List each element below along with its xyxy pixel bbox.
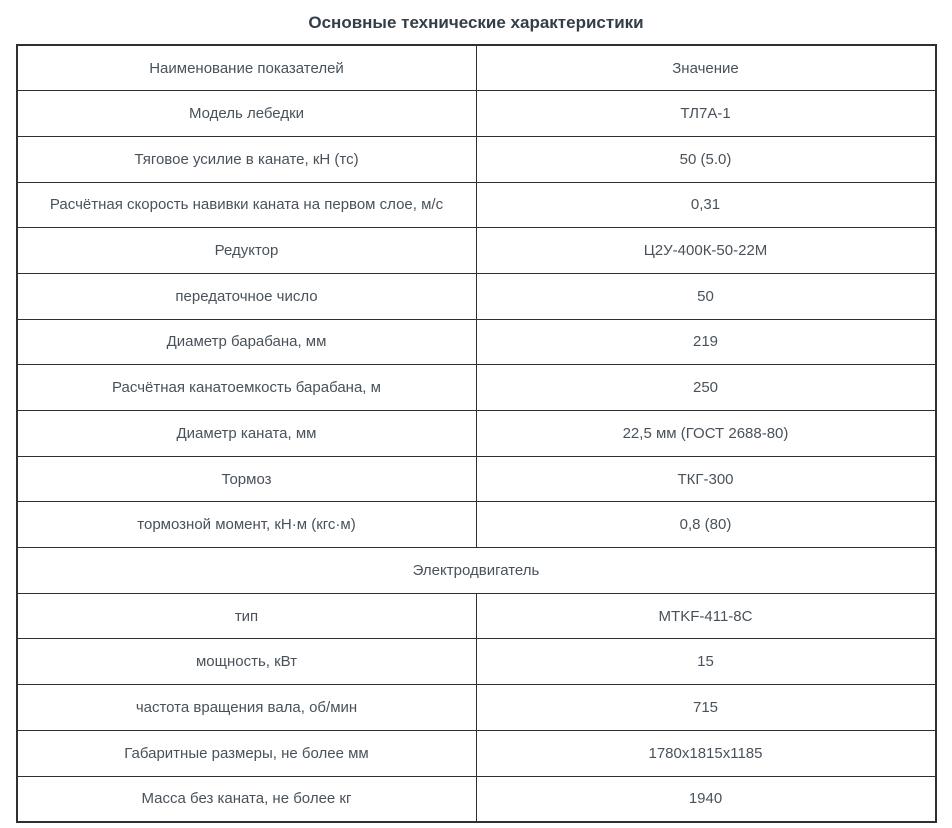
column-header-value: Значение [476, 45, 936, 91]
spec-name: тормозной момент, кН·м (кгс·м) [17, 502, 477, 548]
section-title: Электродвигатель [17, 548, 936, 594]
spec-value: 1780х1815х1185 [476, 730, 936, 776]
table-row [17, 228, 936, 274]
spec-value: 50 [476, 273, 936, 319]
spec-name: Расчётная скорость навивки каната на первом слое, м/с [17, 182, 477, 228]
table-row [17, 319, 936, 365]
spec-name: Расчётная канатоемкость барабана, м [17, 365, 477, 411]
table-row [17, 593, 936, 639]
spec-value: MTKF-411-8C [476, 593, 936, 639]
table-row [17, 365, 936, 411]
spec-value: ТЛ7А-1 [476, 91, 936, 137]
table-section-row [17, 548, 936, 594]
column-header-name: Наименование показателей [17, 45, 477, 91]
spec-name: Диаметр барабана, мм [17, 319, 477, 365]
spec-value: 715 [476, 685, 936, 731]
spec-name: Модель лебедки [17, 91, 477, 137]
spec-value: 22,5 мм (ГОСТ 2688-80) [476, 411, 936, 457]
spec-value: 50 (5.0) [476, 136, 936, 182]
spec-value: Ц2У-400К-50-22М [476, 228, 936, 274]
spec-value: 0,8 (80) [476, 502, 936, 548]
spec-value: 1940 [476, 776, 936, 822]
page-title: Основные технические характеристики [308, 13, 644, 32]
spec-name: тип [17, 593, 477, 639]
table-row [17, 411, 936, 457]
spec-value: 250 [476, 365, 936, 411]
table-row [17, 456, 936, 502]
spec-value: 219 [476, 319, 936, 365]
spec-name: Масса без каната, не более кг [17, 776, 477, 822]
spec-value: ТКГ-300 [476, 456, 936, 502]
spec-name: Тяговое усилие в канате, кН (тс) [17, 136, 477, 182]
table-header-row [17, 45, 936, 91]
spec-name: мощность, кВт [17, 639, 477, 685]
table-row [17, 502, 936, 548]
table-row [17, 639, 936, 685]
spec-value: 0,31 [476, 182, 936, 228]
table-row [17, 685, 936, 731]
table-row [17, 730, 936, 776]
spec-table [16, 44, 937, 823]
table-row [17, 273, 936, 319]
spec-name: Редуктор [17, 228, 477, 274]
table-row [17, 91, 936, 137]
table-row [17, 182, 936, 228]
spec-name: частота вращения вала, об/мин [17, 685, 477, 731]
spec-name: Диаметр каната, мм [17, 411, 477, 457]
table-row [17, 136, 936, 182]
table-row [17, 776, 936, 822]
spec-value: 15 [476, 639, 936, 685]
spec-name: Тормоз [17, 456, 477, 502]
spec-name: Габаритные размеры, не более мм [17, 730, 477, 776]
spec-name: передаточное число [17, 273, 477, 319]
